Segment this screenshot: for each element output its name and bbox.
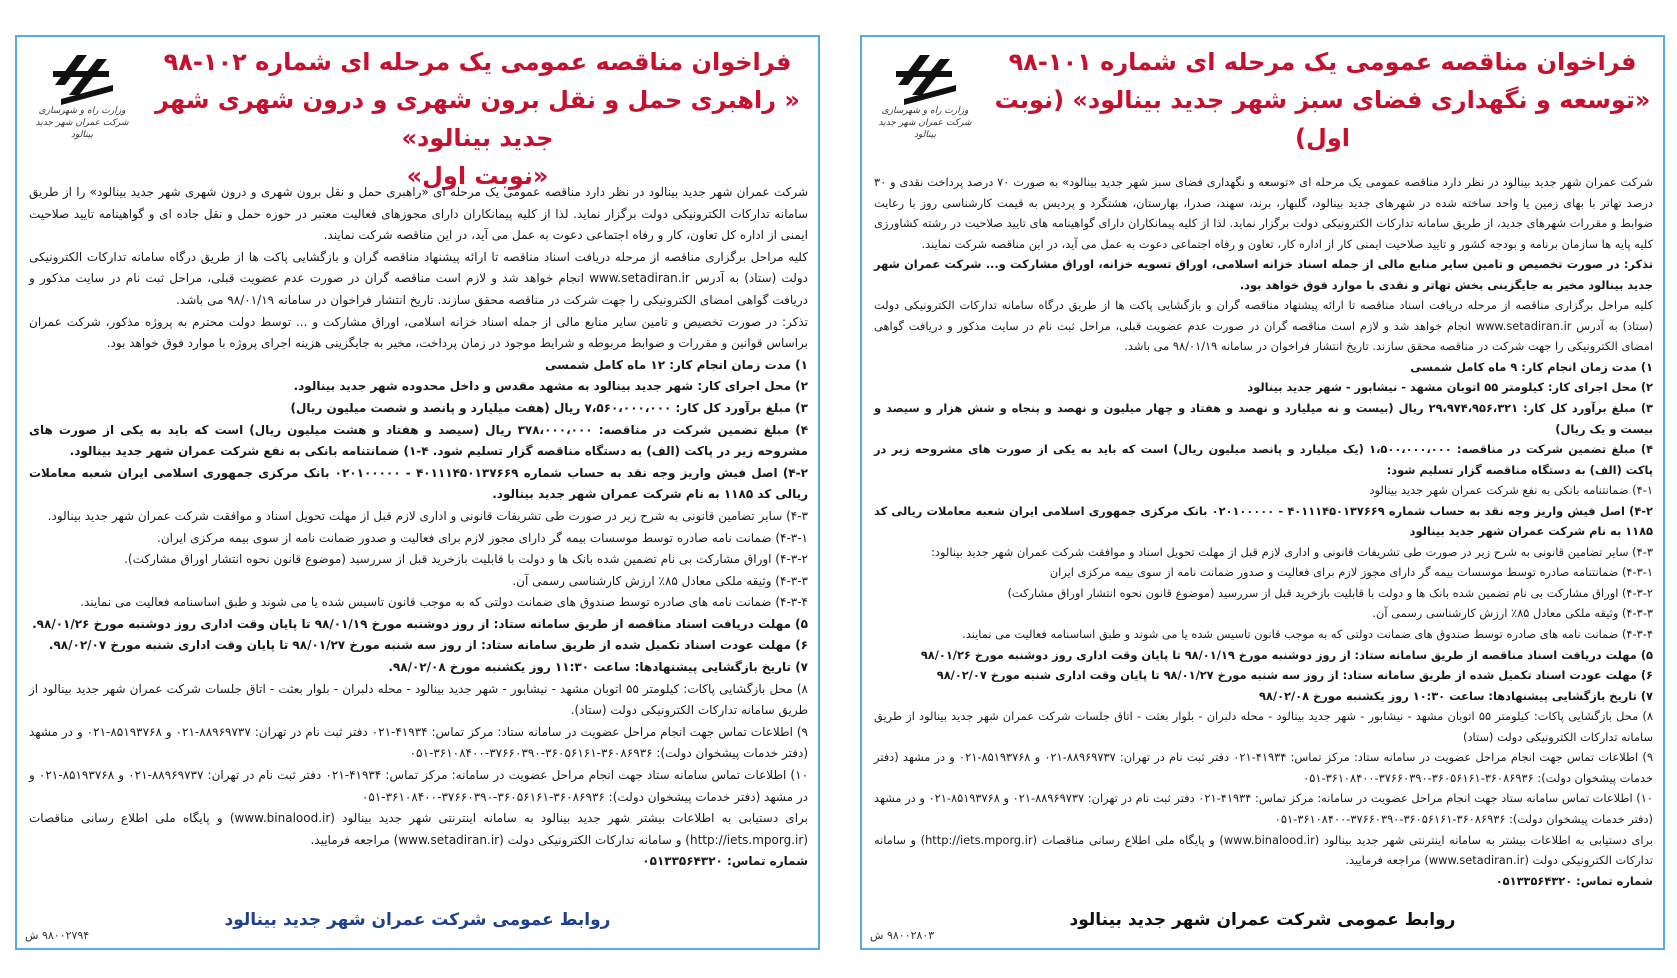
notice-item: ۴-۳-۲) اوراق مشارکت بی نام تضمین شده بانک ها و دولت با قابلیت بازخرید قبل از سررسید (موضوع قانون نحوه انتشار اوراق مشارکت): [1007, 585, 1653, 600]
notice-item: ۹) اطلاعات تماس جهت انجام مراحل عضویت در سامانه ستاد: مرکز تماس: ۴۱۹۳۴-۰۲۱ دفتر ثبت نام در تهران: ۸۸۹۶۹۷۳۷-۰۲۱ و ۸۵۱۹۳۷۶۸-۰۲۱ و در مشهد (دفتر خدمات پیشخوان دولت): ۳۶۰۸۶۹۳۶-۳۶۰۵۶۱۶۱-۳۷۶۶۰۳۹۰-۳۶۱۰۸۴۰۰-۰۵۱: [29, 724, 808, 761]
notice-intro: شرکت عمران شهر جدید بینالود در نظر دارد مناقصه عمومی یک مرحله ای «توسعه و نگهداری فضای سبز شهر جدید بینالود» به صورت ۷۰ درصد پرداخت نقدی و ۳۰ درصد تهاتر با بهای زمین یا واحد ساخته شده در شهرهای جدید بینالود، گلبهار، برند، سهند، صدرا، بهارستان، هشتگرد و پردیس به قیمت کارشناسی روز با رعایت ضوابط و مقررات شهرهای جدید، از طریق سامانه تدارکات الکترونیکی دولت برگزار نماید. لذا از کلیه پیمانکاران دارای گواهینامه های تایید صلاحیت در رشته کشاورزی کلیه پایه ها سازمان برنامه و بودجه کشور و تایید صلاحیت ایمنی کار از اداره کار، تعاون و رفاه اجتماعی دعوت به عمل می آید، در این مناقصه شرکت نمایند.: [874, 175, 1653, 251]
notice-item: ۴-۲) اصل فیش واریز وجه نقد به حساب شماره ۴۰۱۱۱۴۵۰۱۳۷۶۶۹ - ۰۲۰۱۰۰۰۰۰ بانک مرکزی جمهوری اسلامی ایران شعبه معاملات ریالی کد ۱۱۸۵ به نام شرکت عمران شهر جدید بینالود: [874, 503, 1653, 539]
logo-caption-company: شرکت عمران شهر جدید بینالود: [35, 118, 129, 140]
notice-titles: [147, 43, 808, 195]
notice-item: ۱) مدت زمان انجام کار: ۹ ماه کامل شمسی: [1410, 359, 1653, 374]
tender-notice-102: [15, 35, 820, 950]
notice-item: ۴-۳) سایر تضامین قانونی به شرح زیر در صورت طی تشریفات قانونی و اداری لازم قبل از مهلت تحویل اسناد و موافقت شرکت عمران شهر جدید بینالود:: [931, 544, 1653, 559]
notice-process: کلیه مراحل برگزاری مناقصه از مرحله دریافت اسناد مناقصه تا ارائه پیشنهاد مناقصه گران و بازگشایی پاکت ها از طریق درگاه سامانه تدارکات الکترونیکی دولت (ستاد) به آدرس www.setadiran.ir انجام خواهد شد و لازم است مناقصه گران در صورت عدم عضویت قبلی، مراحل ثبت نام در سایت مذکور و دریافت گواهی امضای الکترونیکی را جهت شرکت در مناقصه محقق سازند. تاریخ انتشار فراخوان در سامانه ۹۸/۰۱/۱۹ می باشد.: [874, 298, 1653, 354]
notice-item: ۳) مبلغ برآورد کل کار: ۲۹،۹۷۴،۹۵۶،۳۲۱ ریال (بیست و نه میلیارد و نهصد و هفتاد و چهار میلیون و نهصد و پنجاه و شش هزار و سیصد و بیست و یک ریال): [874, 401, 1653, 436]
notice-item: ۴-۳-۴) ضمانت نامه های صادره توسط صندوق های ضمانت دولتی که به موجب قانون تاسیس شده یا می شوند و طبق اساسنامه فعالیت می نمایند.: [962, 627, 1653, 642]
notice-signature: روابط عمومی شرکت عمران شهر جدید بینالود: [1069, 910, 1456, 930]
tender-notice-101: [860, 35, 1665, 950]
notice-item: ۸) محل بازگشایی پاکات: کیلومتر ۵۵ اتوبان مشهد - نیشابور - شهر جدید بینالود - محله دلبران - بلوار بعثت - اتاق جلسات شرکت عمران شهر جدید بینالود از طریق سامانه تدارکات الکترونیکی دولت (ستاد).: [29, 681, 808, 718]
notice-item: ۴-۳-۳) وثیقه ملکی معادل ۸۵٪ ارزش کارشناسی رسمی آن.: [512, 573, 808, 588]
notice-titles: [992, 43, 1653, 157]
notice-item: ۴-۳-۴) ضمانت نامه های صادره توسط صندوق های ضمانت دولتی که به موجب قانون تاسیس شده یا می شوند و طبق اساسنامه فعالیت می نمایند.: [80, 595, 808, 610]
notice-item: ۱) مدت زمان انجام کار: ۱۲ ماه کامل شمسی: [545, 357, 808, 372]
notice-subtitle: « راهبری حمل و نقل برون شهری و درون شهری شهر جدید بینالود»: [155, 86, 800, 152]
notice-code: ۹۸۰۰۲۸۰۳ ش: [870, 929, 935, 942]
notice-item: ۴-۱) ضمانتنامه بانکی به نفع شرکت عمران شهر جدید بینالود: [1369, 483, 1653, 498]
logo-caption-ministry: وزارت راه و شهرسازی: [38, 106, 126, 116]
notice-item: ۷) تاریخ بازگشایی پیشنهادها: ساعت ۱۱:۳۰ روز یکشنبه مورخ ۹۸/۰۲/۰۸.: [388, 660, 808, 675]
notice-item: ۴-۳-۲) اوراق مشارکت بی نام تضمین شده بانک ها و دولت با قابلیت بازخرید قبل از سررسید (موضوع قانون نحوه انتشار اوراق مشارکت).: [124, 552, 808, 567]
notice-item: ۵) مهلت دریافت اسناد مناقصه از طریق سامانه ستاد: از روز دوشنبه مورخ ۹۸/۰۱/۱۹ تا پایان وقت اداری روز دوشنبه مورخ ۹۸/۰۱/۲۶.: [32, 616, 808, 631]
logo-caption-company: شرکت عمران شهر جدید بینالود: [878, 118, 972, 140]
company-logo: [870, 45, 980, 155]
notice-item: ۴-۳-۱) ضمانت نامه صادره توسط موسسات بیمه گر دارای مجوز لازم برای فعالیت و صدور ضمانت نامه از سوی بیمه مرکزی ایران.: [157, 530, 808, 545]
notice-item: ۴-۳-۱) ضمانتنامه صادره توسط موسسات بیمه گر دارای مجوز لازم برای فعالیت و صدور ضمانت نامه از سوی بیمه مرکزی ایران: [1049, 565, 1653, 580]
notice-intro: شرکت عمران شهر جدید بینالود در نظر دارد مناقصه عمومی یک مرحله ای «راهبری حمل و نقل برون شهری و درون شهری شهر جدید بینالود» را از طریق سامانه تدارکات الکترونیکی دولت برگزار نماید. لذا از کلیه پیمانکاران دارای مجوزهای فعالیت معتبر در حوزه حمل و نقل جاده ای و گواهینامه تایید صلاحیت ایمنی از اداره کل تعاون، کار و رفاه اجتماعی دعوت به عمل می آید، در این مناقصه شرکت نمایند.: [29, 185, 808, 243]
notice-item: ۹) اطلاعات تماس جهت انجام مراحل عضویت در سامانه ستاد: مرکز تماس: ۴۱۹۳۴-۰۲۱ دفتر ثبت نام در تهران: ۸۸۹۶۹۷۳۷-۰۲۱ و ۸۵۱۹۳۷۶۸-۰۲۱ و در مشهد (دفتر خدمات پیشخوان دولت): ۳۶۰۸۶۹۳۶-۳۶۰۵۶۱۶۱-۳۷۶۶۰۳۹۰-۳۶۱۰۸۴۰۰-۰۵۱: [874, 750, 1653, 785]
notice-item: ۴-۲) اصل فیش واریز وجه نقد به حساب شماره ۴۰۱۱۱۴۵۰۱۳۷۶۶۹ - ۰۲۰۱۰۰۰۰۰ بانک مرکزی جمهوری اسلامی ایران شعبه معاملات ریالی کد ۱۱۸۵ به نام شرکت عمران شهر جدید بینالود.: [29, 465, 808, 502]
notice-item: ۴) مبلغ تضمین شرکت در مناقصه: ۳۷۸،۰۰۰،۰۰۰ ریال (سیصد و هفتاد و هشت میلیون ریال) است که باید به یکی از صورت های مشروحه زیر در پاکت (الف) به دستگاه مناقصه گزار تسلیم شود. ۴-۱) ضمانتنامه بانکی به نفع شرکت عمران شهر جدید بینالود.: [29, 422, 809, 459]
notice-item: ۴-۳) سایر تضامین قانونی به شرح زیر در صورت طی تشریفات قانونی و اداری لازم قبل از مهلت تحویل اسناد و موافقت شرکت عمران شهر جدید بینالود.: [47, 508, 808, 523]
notice-item: ۲) محل اجرای کار: شهر جدید بینالود به مشهد مقدس و داخل محدوده شهر جدید بینالود.: [293, 379, 808, 394]
notice-item: ۳) مبلغ برآورد کل کار: ۷،۵۶۰،۰۰۰،۰۰۰ ریال (هفت میلیارد و پانصد و شصت میلیون ریال): [290, 400, 808, 415]
notice-code: ۹۸۰۰۲۷۹۴ ش: [25, 929, 90, 942]
notice-phone: شماره تماس: ۰۵۱۳۳۵۶۴۳۲۰: [1495, 873, 1653, 888]
binalood-logo-icon: [890, 45, 960, 105]
company-logo: [27, 45, 137, 155]
notice-process: کلیه مراحل برگزاری مناقصه از مرحله دریافت اسناد مناقصه تا ارائه پیشنهاد مناقصه گران و بازگشایی پاکت ها از طریق درگاه سامانه تدارکات الکترونیکی دولت (ستاد) به آدرس www.setadiran.ir انجام خواهد شد و لازم است مناقصه گران در صورت عدم عضویت قبلی، مراحل ثبت نام در سایت مذکور و دریافت گواهی امضای الکترونیکی را جهت شرکت در مناقصه محقق سازند. تاریخ انتشار فراخوان در سامانه ۹۸/۰۱/۱۹ می باشد.: [29, 249, 808, 307]
notice-note: تذکر: در صورت تخصیص و تامین سایر منابع مالی از جمله اسناد خزانه اسلامی، اوراق مشارکت و ... توسط دولت محترم به پروژه مذکور، شرکت عمران براساس قوانین و مقررات و ضوابط مربوطه و شرایط موجود در زمان پرداخت، مخیر به جایگزینی هزینه اجرای پروژه با موارد فوق خواهد بود.: [29, 314, 808, 351]
notice-body: [29, 182, 808, 873]
notice-subtitle: «توسعه و نگهداری فضای سبز شهر جدید بینالود» (نوبت اول): [994, 86, 1651, 152]
notice-outro: برای دستیابی به اطلاعات بیشتر به سامانه اینترنتی شهر جدید بینالود (www.binalood.ir) و پایگاه ملی اطلاع رسانی مناقصات (http://iets.mporg.ir) و سامانه تدارکات الکترونیکی دولت (www.setadiran.ir) مراجعه فرمایید.: [874, 832, 1653, 868]
notice-item: ۱۰) اطلاعات تماس سامانه ستاد جهت انجام مراحل عضویت در سامانه: مرکز تماس: ۴۱۹۳۴-۰۲۱ دفتر ثبت نام در تهران: ۸۸۹۶۹۷۳۷-۰۲۱ و ۸۵۱۹۳۷۶۸-۰۲۱ و در مشهد (دفتر خدمات پیشخوان دولت): ۳۶۰۸۶۹۳۶-۳۶۰۵۶۱۶۱-۳۷۶۶۰۳۹۰-۳۶۱۰۸۴۰۰-۰۵۱: [29, 768, 809, 804]
notice-note: تذکر: در صورت تخصیص و تامین سایر منابع مالی از جمله اسناد خزانه اسلامی، اوراق تسویه خزانه، اوراق مشارکت و... شرکت عمران شهر جدید بینالود مخیر به جایگزینی بخش تهاتر و نقدی با موارد فوق خواهد بود.: [874, 257, 1653, 292]
notice-title: فراخوان مناقصه عمومی یک مرحله ای شماره ۱۰۲-۹۸: [163, 48, 792, 76]
notice-item: ۱۰) اطلاعات تماس سامانه ستاد جهت انجام مراحل عضویت در سامانه: مرکز تماس: ۴۱۹۳۴-۰۲۱ دفتر ثبت نام در تهران: ۸۸۹۶۹۷۳۷-۰۲۱ و ۸۵۱۹۳۷۶۸-۰۲۱ و در مشهد (دفتر خدمات پیشخوان دولت): ۳۶۰۸۶۹۳۶-۳۶۰۵۶۱۶۱-۳۷۶۶۰۳۹۰-۳۶۱۰۸۴۰۰-۰۵۱: [874, 791, 1653, 826]
notice-item: ۸) محل بازگشایی پاکات: کیلومتر ۵۵ اتوبان مشهد - نیشابور - شهر جدید بینالود - محله دلبران - بلوار بعثت - اتاق جلسات شرکت عمران شهر جدید بینالود از طریق سامانه تدارکات الکترونیکی دولت (ستاد): [874, 709, 1653, 744]
binalood-logo-icon: [47, 45, 117, 105]
notice-item: ۶) مهلت عودت اسناد تکمیل شده از طریق سامانه ستاد: از روز سه شنبه مورخ ۹۸/۰۱/۲۷ تا پایان وقت اداری شنبه مورخ ۹۸/۰۲/۰۷.: [48, 638, 808, 653]
notice-body: [874, 172, 1653, 891]
notice-outro: برای دستیابی به اطلاعات بیشتر شهر جدید بینالود به سامانه اینترنتی شهر جدید بینالود (www.binalood.ir) و پایگاه ملی اطلاع رسانی مناقصات (http://iets.mporg.ir) و سامانه تدارکات الکترونیکی دولت (www.setadiran.ir) مراجعه فرمایید.: [29, 811, 808, 847]
notice-item: ۴-۳-۳) وثیقه ملکی معادل ۸۵٪ ارزش کارشناسی رسمی آن.: [1372, 606, 1653, 621]
notice-phone: شماره تماس: ۰۵۱۳۳۵۶۴۳۲۰: [642, 854, 808, 869]
notice-title: فراخوان مناقصه عمومی یک مرحله ای شماره ۱۰۱-۹۸: [1008, 48, 1637, 76]
notice-signature: روابط عمومی شرکت عمران شهر جدید بینالود: [224, 910, 611, 930]
logo-caption-ministry: وزارت راه و شهرسازی: [881, 106, 969, 116]
notice-item: ۶) مهلت عودت اسناد تکمیل شده از طریق سامانه ستاد: از روز سه شنبه مورخ ۹۸/۰۱/۲۷ تا پایان وقت اداری شنبه مورخ ۹۸/۰۲/۰۷: [936, 668, 1653, 683]
notice-item: ۷) تاریخ بازگشایی پیشنهادها: ساعت ۱۰:۳۰ روز یکشنبه مورخ ۹۸/۰۲/۰۸: [1259, 688, 1653, 703]
notice-round: «نوبت اول»: [406, 162, 549, 190]
notice-item: ۵) مهلت دریافت اسناد مناقصه از طریق سامانه ستاد: از روز دوشنبه مورخ ۹۸/۰۱/۱۹ تا پایان وقت اداری روز دوشنبه مورخ ۹۸/۰۱/۲۶: [920, 647, 1653, 662]
notice-item: ۴) مبلغ تضمین شرکت در مناقصه: ۱،۵۰۰،۰۰۰،۰۰۰ (یک میلیارد و پانصد میلیون ریال) است که باید به یکی از صورت های مشروحه زیر در پاکت (الف) به دستگاه مناقصه گزار تسلیم شود:: [874, 442, 1654, 477]
notice-item: ۲) محل اجرای کار: کیلومتر ۵۵ اتوبان مشهد - نیشابور - شهر جدید بینالود: [1247, 380, 1653, 395]
